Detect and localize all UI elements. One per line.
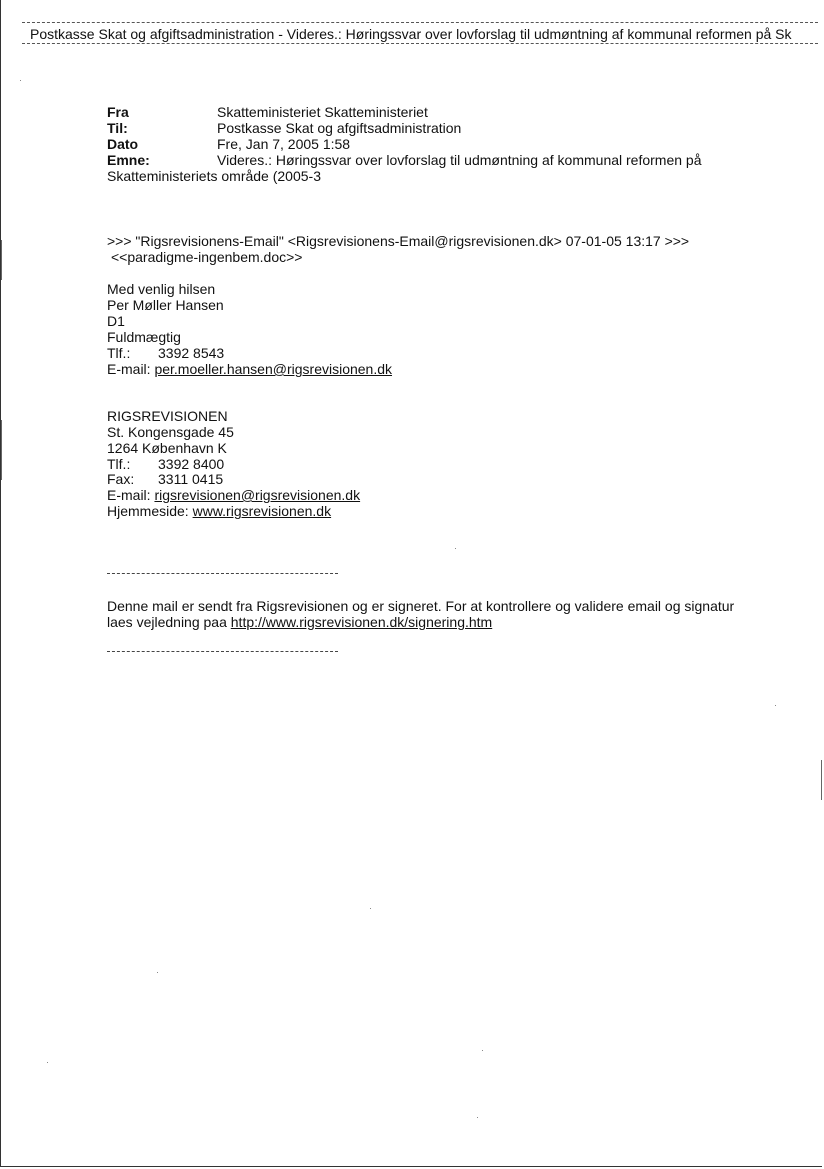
signature-greeting: Med venlig hilsen [107, 281, 216, 297]
forward-header-line: >>> "Rigsrevisionens-Email" <Rigsrevisionens-Email@rigsrevisionen.dk> 07-01-05 13:17 >>> [107, 233, 690, 249]
signature-phone: 3392 8543 [158, 345, 225, 361]
org-fax-row [107, 471, 223, 487]
scan-speck [775, 705, 776, 706]
org-phone-label: Tlf.: [107, 456, 131, 472]
org-email-label: E-mail: [107, 487, 151, 503]
org-email-row [107, 487, 360, 503]
org-name: RIGSREVISIONEN [107, 408, 228, 424]
org-email-link[interactable]: rigsrevisionen@rigsrevisionen.dk [154, 487, 361, 503]
org-city: 1264 København K [107, 440, 227, 456]
subject-value: Videres.: Høringssvar over lovforslag til udmøntning af kommunal reformen på [217, 152, 702, 168]
org-website-link[interactable]: www.rigsrevisionen.dk [192, 503, 332, 519]
org-website-label: Hjemmeside: [107, 503, 189, 519]
attachment-name: <<paradigme-ingenbem.doc>> [111, 249, 303, 265]
disclaimer-prefix: laes vejledning paa [107, 614, 227, 630]
signing-guide-link[interactable]: http://www.rigsrevisionen.dk/signering.htm [230, 614, 493, 630]
scan-speck [477, 1117, 478, 1118]
org-phone: 3392 8400 [158, 456, 225, 472]
scan-speck [47, 1062, 48, 1063]
signature-phone-label: Tlf.: [107, 345, 131, 361]
scan-speck [455, 548, 456, 549]
signature-email-link[interactable]: per.moeller.hansen@rigsrevisionen.dk [154, 361, 393, 377]
org-fax-label: Fax: [107, 471, 135, 487]
subject-label: Emne: [107, 152, 150, 168]
signature-email-row [107, 361, 392, 377]
date-label: Dato [107, 136, 139, 152]
from-value: Skatteministeriet Skatteministeriet [217, 104, 428, 120]
to-label: Til: [107, 120, 128, 136]
scan-speck [20, 80, 21, 81]
to-value: Postkasse Skat og afgiftsadministration [217, 120, 462, 136]
signature-name: Per Møller Hansen [107, 297, 224, 313]
scan-edge-mark [821, 760, 822, 800]
signature-email-label: E-mail: [107, 361, 151, 377]
scan-speck [370, 908, 371, 909]
org-street: St. Kongensgade 45 [107, 424, 234, 440]
scan-speck [157, 972, 158, 973]
subject-value-continued: Skatteministeriets område (2005-3 [107, 168, 321, 184]
disclaimer-line-2 [107, 614, 492, 630]
signature-title: Fuldmægtig [107, 329, 181, 345]
separator-top [107, 573, 338, 574]
from-label: Fra [107, 104, 129, 120]
org-phone-row [107, 456, 224, 472]
scan-speck [482, 1050, 483, 1051]
scan-edge-mark [1, 420, 2, 480]
disclaimer-line-1: Denne mail er sendt fra Rigsrevisionen og er signeret. For at kontrollere og validere email og signatur [107, 598, 735, 614]
org-fax: 3311 0415 [158, 471, 224, 487]
email-subject-title-bar: Postkasse Skat og afgiftsadministration - Videres.: Høringssvar over lovforslag til udmøntning af kommunal reformen på Sk [22, 22, 818, 44]
signature-phone-row [107, 345, 224, 361]
signature-department: D1 [107, 313, 125, 329]
org-website-row [107, 503, 331, 519]
separator-bottom [107, 651, 338, 652]
scan-edge-mark [1, 240, 2, 280]
date-value: Fre, Jan 7, 2005 1:58 [217, 136, 351, 152]
